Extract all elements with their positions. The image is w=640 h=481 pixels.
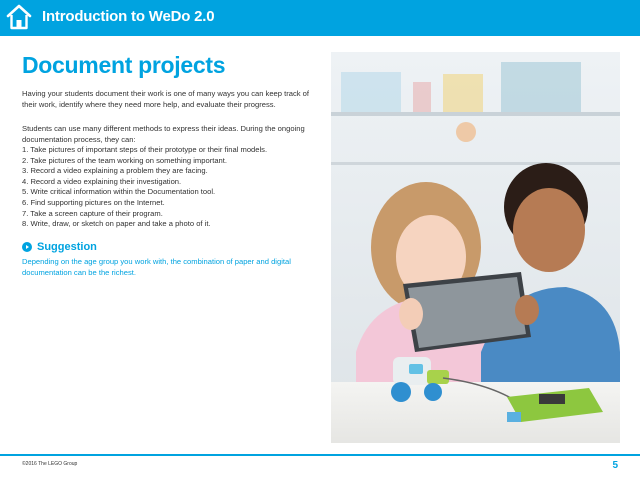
list-item: 4. Record a video explaining their investigation.	[22, 176, 182, 186]
footer-divider	[0, 454, 640, 456]
methods-paragraph: Students can use many different methods to express their ideas. During the ongoing documentation process, they can:	[22, 124, 305, 144]
page-title: Document projects	[22, 52, 226, 78]
suggestion-title: Suggestion	[37, 241, 97, 253]
list-item: 5. Write critical information within the Documentation tool.	[22, 187, 216, 197]
copyright: ©2016 The LEGO Group	[22, 461, 78, 467]
list-item: 8. Write, draw, or sketch on paper and take a photo of it.	[22, 219, 211, 229]
home-icon[interactable]	[6, 3, 32, 31]
students-photo	[331, 52, 620, 443]
list-item: 1. Take pictures of important steps of their prototype or their final models.	[22, 145, 268, 154]
methods-list	[22, 145, 322, 230]
list-item: 7. Take a screen capture of their program.	[22, 208, 163, 218]
play-circle-icon	[22, 242, 32, 252]
suggestion-heading	[22, 240, 97, 254]
list-item: 3. Record a video explaining a problem they are facing.	[22, 166, 208, 176]
intro-paragraph: Having your students document their work is one of many ways you can keep track of their work, identify where they need more help, and evaluate their progress.	[22, 89, 310, 109]
page-header	[0, 0, 640, 36]
list-item: 2. Take pictures of the team working on something important.	[22, 155, 227, 165]
students-photo-illustration	[331, 52, 620, 443]
suggestion-text: Depending on the age group you work with, the combination of paper and digital documentation can be the richest.	[22, 257, 291, 277]
page-number: 5	[612, 460, 618, 471]
list-item: 6. Find supporting pictures on the Internet.	[22, 197, 165, 207]
header-title: Introduction to WeDo 2.0	[42, 8, 215, 25]
